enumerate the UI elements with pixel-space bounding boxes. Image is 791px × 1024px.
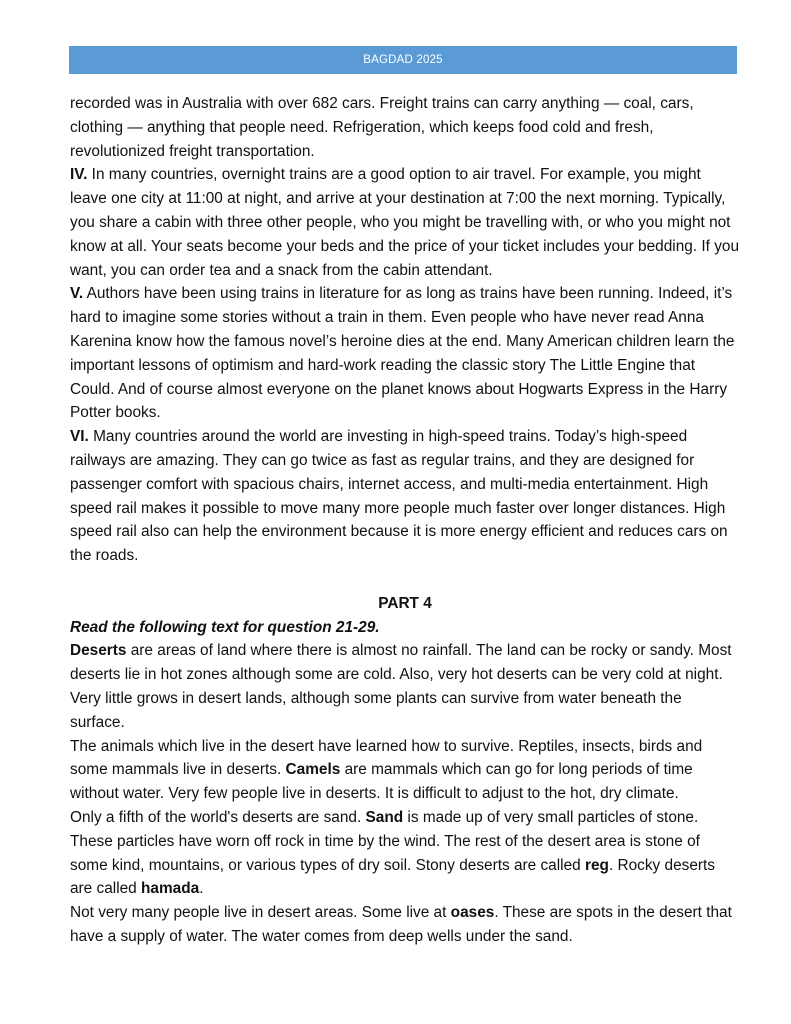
desert-paragraph-1 [70, 639, 740, 734]
paragraph-text: Only a fifth of the world's deserts are sand. [70, 808, 366, 826]
keyword: hamada [141, 880, 200, 898]
paragraph-text: . These are spots in the desert that have a supply of water. The water comes from deep wells under the sand. [70, 904, 732, 945]
paragraph-text: The animals which live in the desert have learned how to survive. Reptiles, insects, birds and some mammals live in deserts. [70, 737, 703, 779]
paragraph-text: Authors have been using trains in literature for as long as trains have been running. Indeed, it’s hard to imagine some stories without a train in them. Even people who have never read Anna Karenina know how the famous novel’s heroine dies at the end. Many American children learn the important lessons of optimism and hard-work reading the classic story The Little Engine that Could. And of course almost everyone on the planet knows about Hogwarts Express in the Harry Potter books. [70, 285, 735, 422]
paragraph-number: V. [70, 285, 84, 303]
paragraph-v [70, 282, 740, 425]
document-body [70, 92, 740, 949]
paragraph-continued: recorded was in Australia with over 682 cars. Freight trains can carry anything — coal, cars, clothing — anything that people need. Refrigeration, which keeps food cold and fresh, revolutionized freight transportation. [70, 95, 694, 160]
paragraph-number: VI. [70, 428, 89, 446]
header-title: BAGDAD 2025 [363, 54, 443, 66]
keyword: Camels [285, 761, 341, 779]
paragraph-vi [70, 425, 740, 568]
instruction: Read the following text for question 21-29. [70, 618, 380, 636]
keyword: reg [584, 856, 609, 874]
keyword: Sand [365, 808, 404, 826]
desert-paragraph-4 [70, 901, 740, 949]
desert-paragraph-3 [70, 806, 740, 901]
paragraph-text: In many countries, overnight trains are a good option to air travel. For example, you might leave one city at 11:00 at night, and arrive at your destination at 7:00 the next morning. Typically, you share a cabin with three other people, who you might be travelling with, or who you might not know at all. Your seats become your beds and the price of your ticket includes your bedding. If you want, you can order tea and a snack from the cabin attendant. [70, 166, 740, 279]
desert-paragraph-2 [70, 735, 740, 806]
paragraph-text: is made up of very small particles of stone. These particles have worn off rock in time by the wind. The rest of the desert area is stone of some kind, mountains, or various types of dry soil. Stony deserts are called [70, 808, 700, 874]
paragraph-text: are mammals which can go for long periods of time without water. Very few people live in deserts. It is difficult to adjust to the hot, dry climate. [70, 761, 693, 803]
page-header [69, 46, 737, 74]
part-title: PART 4 [378, 594, 432, 612]
paragraph-text: Not very many people live in desert areas. Some live at [70, 904, 451, 922]
paragraph-number: IV. [70, 166, 88, 184]
paragraph-text: Many countries around the world are investing in high-speed trains. Today’s high-speed railways are amazing. They can go twice as fast as regular trains, and they are designed for passenger comfort with spacious chairs, internet access, and multi-media entertainment. High speed rail makes it possible to move many more people much faster over longer distances. High speed rail also can help the environment because it is more energy efficient and reduces cars on the roads. [70, 428, 728, 565]
paragraph-text: . [199, 880, 204, 898]
keyword: oases [450, 904, 495, 922]
keyword: Deserts [70, 642, 127, 660]
paragraph-iv [70, 163, 740, 282]
paragraph-text: are areas of land where there is almost no rainfall. The land can be rocky or sandy. Most deserts lie in hot zones although some are cold. Also, very hot deserts can be very cold at night. Very little grows in desert lands, although some plants can survive from water beneath the surface. [70, 642, 732, 731]
paragraph-text: . Rocky deserts are called [70, 856, 715, 898]
